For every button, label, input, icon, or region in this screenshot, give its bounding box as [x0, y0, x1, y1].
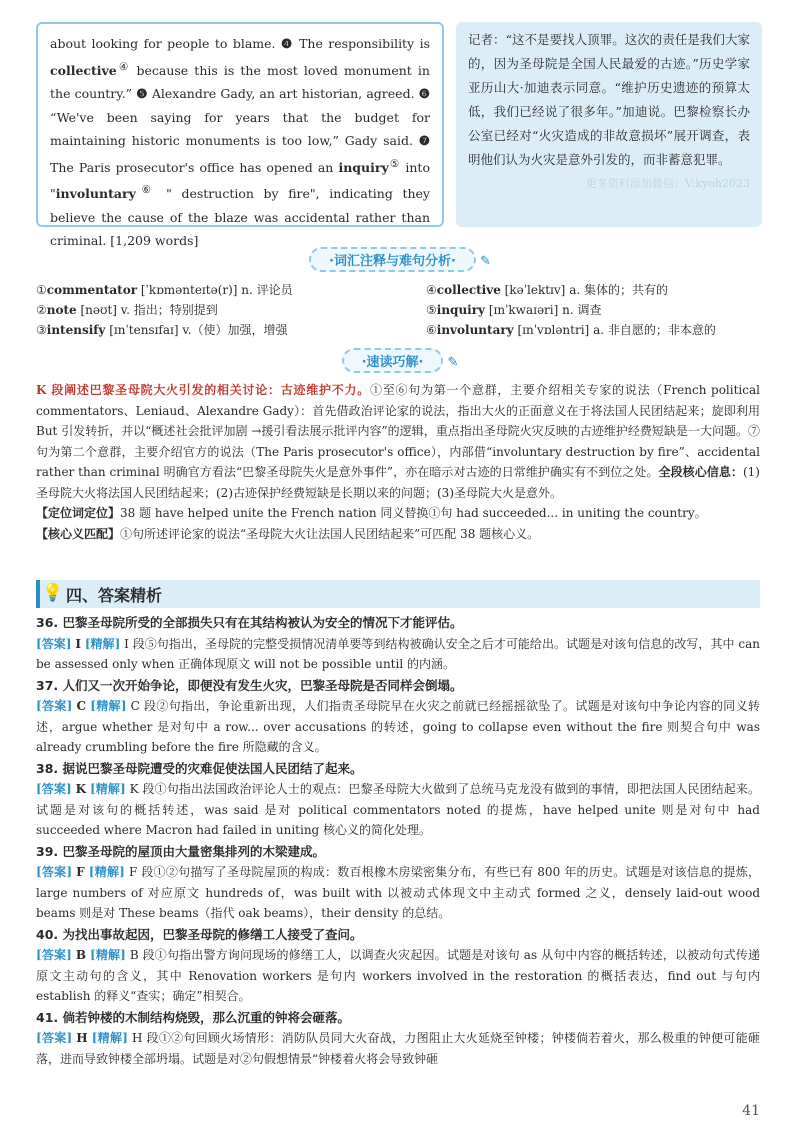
vocab-marker: ⑥	[135, 184, 157, 197]
section-bar	[36, 580, 40, 608]
vocab-marker: ⑤	[388, 157, 401, 170]
vocab-list	[36, 279, 760, 339]
vocab-banner	[0, 247, 800, 272]
section-title: 四、答案精析	[66, 586, 163, 605]
speed-banner-label: ·速读巧解·	[342, 348, 444, 373]
answer-item	[36, 613, 760, 675]
english-passage-box	[36, 22, 444, 249]
vocab-item: ⑤inquiry [ɪnˈkwaɪəri] n. 调查	[426, 302, 602, 317]
passage-text: " destruction by fire", indicating they believe the cause of the blaze was accidental rather than criminal.	[50, 186, 430, 249]
section-header	[36, 580, 760, 608]
vocab-item: ④collective [kəˈlektɪv] a. 集体的；共有的	[426, 282, 668, 297]
vocab-marker: ④	[116, 60, 131, 73]
vocab-item: ①commentator [ˈkɒmənteɪtə(r)] n. 评论员	[36, 282, 293, 297]
passage-text: “We've been saying for years that the budget for maintaining historic monuments is too low,” Gady said.	[50, 109, 430, 149]
locate-line: 【定位词定位】38 题 have helped unite the French nation 同义替换①句 had succeeded... in uniting the country。	[36, 506, 707, 520]
answer-item	[36, 1008, 760, 1070]
answers-list	[36, 612, 760, 1069]
answer-item	[36, 925, 760, 1007]
summary-body: ①至⑥句为第一个意群，主要介绍相关专家的说法（French political commentators、Leniaud、Alexandre Gady）：首先借政治评论家的说法，指出大火的正面意义在于将法国人民团结起来；旋即利用 But 引发转折，并以“概述社会批评加剧 →援引看法展示批评内容”的逻辑，重点指出圣母院火灾反映的古迹维护经费短缺是一大问题。⑦句为第二个意群，主要介绍官方的说法（The Paris prosecutor's office），内部借“involuntary destruction by fire”、accidental rather than criminal 明确官方看法“巴黎圣母院失火是意外事件”，亦在暗示对古迹的日常维护确实有不到位之处。	[36, 383, 760, 479]
answer-item	[36, 676, 760, 758]
question: 40. 为找出事故起因，巴黎圣母院的修缮工人接受了查问。	[36, 926, 363, 942]
passage-text: because this is the most loved monument in the country.”	[50, 62, 430, 102]
summary-heading: K 段阐述巴黎圣母院大火引发的相关讨论：古迹维护不力。	[36, 383, 370, 397]
passage-text: into "	[50, 159, 430, 202]
translation-text: 记者：“这不是要找人顶罪。这次的责任是我们大家的，因为圣母院是全国人民最爱的古迹。”历史学家亚历山大·加迪表示同意。“维护历史遗迹的预算太低，我们已经说了很多年。”加迪说。巴黎检察长办公室已经对“火灾造成的非故意损坏”展开调查，表明他们认为火灾是意外引发的，而非蓄意犯罪。	[468, 32, 750, 167]
passage-text: The responsibility is	[299, 36, 430, 51]
answer-explanation: [答案] C [精解] C 段②句指出，争论重新出现，人们指责圣母院早在火灾之前就已经摇摇欲坠了。试题是对该句中争论内容的同义转述，argue whether 是对句中 a row... over accusations 的转述，going to collapse even without the fire 则契合句中 was already crumbling before the fire 所隐藏的含义。	[36, 699, 760, 754]
sentence-number: ❼	[418, 133, 430, 149]
vocab-row	[36, 299, 760, 319]
vocab-word: inquiry	[338, 159, 389, 175]
answer-explanation: [答案] F [精解] F 段①②句描写了圣母院屋顶的构成：数百根橡木房梁密集分布，有些已有 800 年的历史。试题是对该信息的提炼，large numbers of 对应原文 hundreds of，was built with 以被动式体现文中主动式 formed 之义，densely laid-out wood beams 则是对 These beams（指代 oak beams），their density 的总结。	[36, 865, 760, 920]
passage-text: The Paris prosecutor's office has opened an	[50, 159, 334, 175]
pen-icon: ✎	[479, 254, 491, 269]
vocab-banner-label: ·词汇注释与难句分析·	[309, 247, 476, 272]
answer-explanation: [答案] H [精解] H 段①②句回顾火场情形：消防队员同大火奋战，力图阻止大火延烧至钟楼；钟楼倘若着火，那么极重的钟便可能砸落，进而导致钟楼全部坍塌。试题是对②句假想情景“钟楼着火将会导致钟砸	[36, 1031, 760, 1066]
sentence-number: ❹	[280, 36, 294, 51]
speed-banner	[0, 348, 800, 373]
answer-item	[36, 759, 760, 841]
vocab-row	[36, 279, 760, 299]
answer-explanation: [答案] B [精解] B 段①句指出警方询问现场的修缮工人，以调查火灾起因。试题是对该句 as 从句中内容的概括转述，以被动句式传递原文主动句的含义，其中 Renovation workers 是句内 workers involved in the restoration 的概括表达，find out 与句内 establish 的释义“查实；确定”相契合。	[36, 948, 760, 1003]
answer-item	[36, 842, 760, 924]
question: 38. 据说巴黎圣母院遭受的灾难促使法国人民团结了起来。	[36, 760, 363, 776]
vocab-row	[36, 319, 760, 339]
core-text: (1)圣母院大火将法国人民团结起来；(2)古迹保护经费短缺是长期以来的问题；(3)圣母院大火是意外。	[36, 465, 760, 500]
summary-block	[36, 380, 760, 544]
answer-explanation: [答案] I [精解] I 段⑤句指出，圣母院的完整受损情况清单要等到结构被确认安全之后才可能给出。试题是对该句信息的改写，其中 can be assessed only when 正确体现原文 will not be possible until 的内涵。	[36, 636, 760, 671]
sentence-number: ❺	[136, 86, 148, 102]
page-number: 41	[742, 1103, 760, 1119]
sentence-number: ❻	[418, 86, 430, 102]
vocab-item: ②note [nəʊt] v. 指出；特别提到	[36, 302, 218, 317]
core-label: 全段核心信息：	[658, 465, 743, 479]
passage-text: Alexandre Gady, an art historian, agreed.	[151, 86, 415, 102]
vocab-item: ③intensify [ɪnˈtensɪfaɪ] v.（使）加强，增强	[36, 322, 288, 337]
vocab-word: collective	[50, 62, 117, 78]
question: 39. 巴黎圣母院的屋顶由大量密集排列的木梁建成。	[36, 843, 325, 859]
vocab-item: ⑥involuntary [ɪnˈvɒləntri] a. 非自愿的；非本意的	[426, 322, 716, 337]
watermark: 更多资料添加微信：V:kyoh2023	[585, 177, 750, 190]
lightbulb-icon: 💡	[42, 583, 64, 603]
answer-explanation: [答案] K [精解] K 段①句指出法国政治评论人士的观点：巴黎圣母院大火做到了总统马克龙没有做到的事情，即把法国人民团结起来。试题是对该句的概括转述，was said 是对 political commentators noted 的提炼，have helped unite 则是对句中 had succeeded where Macron had failed in uniting 核心义的简化处理。	[36, 782, 760, 837]
pen-icon: ✎	[447, 355, 459, 370]
question: 37. 人们又一次开始争论，即便没有发生火灾，巴黎圣母院是否同样会倒塌。	[36, 677, 463, 693]
question: 41. 倘若钟楼的木制结构烧毁，那么沉重的钟将会砸落。	[36, 1009, 350, 1025]
word-count: [1,209 words]	[110, 233, 199, 249]
question: 36. 巴黎圣母院所受的全部损失只有在其结构被认为安全的情况下才能评估。	[36, 615, 463, 630]
passage-text: about looking for people to blame.	[50, 36, 276, 51]
core-match-line: 【核心义匹配】①句所述评论家的说法“圣母院大火让法国人民团结起来”可匹配 38 题核心义。	[36, 526, 540, 541]
vocab-word: involuntary	[55, 186, 136, 202]
translation-box	[456, 22, 762, 227]
